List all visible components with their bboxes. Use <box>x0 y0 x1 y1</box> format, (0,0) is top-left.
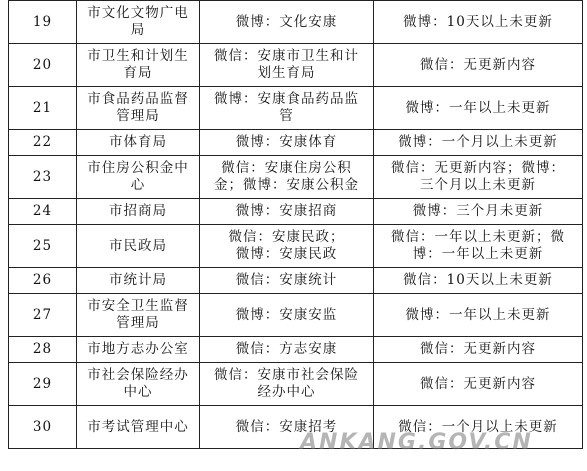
department-cell <box>77 406 200 449</box>
account-cell <box>200 406 374 449</box>
account-cell <box>200 87 374 130</box>
table-row <box>9 130 583 156</box>
status-cell <box>374 130 583 156</box>
status-cell-line: 微信：10天以上未更新 <box>403 272 553 288</box>
row-number-cell: 23 <box>9 156 77 199</box>
status-cell-line: 微信：无更新内容 <box>420 56 536 73</box>
status-cell-line: 三个月以上未更新 <box>420 177 536 193</box>
table-row <box>9 363 583 406</box>
account-cell-line: 微信：安康招考 <box>235 418 338 435</box>
department-cell-line: 市安全卫生监督 <box>87 298 189 314</box>
row-number-cell: 22 <box>9 130 77 156</box>
table-row <box>9 294 583 337</box>
account-cell-line: 金；微博：安康公积金 <box>214 177 359 193</box>
department-cell <box>77 337 200 363</box>
account-cell-line: 微信：安康市卫生和计 <box>214 48 359 64</box>
status-cell-line: 微信：无更新内容 <box>420 341 536 357</box>
status-cell-line: 微博：一年以上未更新 <box>405 99 551 116</box>
row-number-cell: 26 <box>9 268 77 294</box>
account-cell-line: 微博：文化安康 <box>235 13 338 30</box>
status-cell-line: 博：一年以上未更新 <box>412 246 544 262</box>
table-row <box>9 268 583 294</box>
row-number-cell: 19 <box>9 1 77 44</box>
account-cell <box>200 337 374 363</box>
row-number-cell: 29 <box>9 363 77 406</box>
table-row <box>9 337 583 363</box>
status-cell-line: 微信：一年以上未更新；微 <box>391 229 565 245</box>
department-cell <box>77 130 200 156</box>
account-cell-line: 微信：安康民政； <box>228 229 345 245</box>
account-cell-line: 微博：安康民政 <box>235 246 338 262</box>
status-cell <box>374 199 583 225</box>
account-cell <box>200 363 374 406</box>
report-table <box>8 0 583 449</box>
department-cell <box>77 44 200 87</box>
table-row <box>9 156 583 199</box>
department-cell-line: 管理局 <box>116 315 160 331</box>
department-cell <box>77 1 200 44</box>
department-cell-line: 管理局 <box>116 108 160 124</box>
account-cell-line: 微信：安康统计 <box>235 272 338 288</box>
status-cell <box>374 337 583 363</box>
department-cell <box>77 87 200 130</box>
department-cell <box>77 156 200 199</box>
account-cell-line: 微信：安康市社会保险 <box>214 367 359 383</box>
row-number-cell: 21 <box>9 87 77 130</box>
account-cell <box>200 268 374 294</box>
department-cell-line: 市文化文物广电 <box>87 5 189 21</box>
status-cell <box>374 44 583 87</box>
department-cell <box>77 268 200 294</box>
account-cell-line: 微博：安康安监 <box>235 306 338 323</box>
department-cell-line: 市民政局 <box>109 237 167 254</box>
account-cell <box>200 156 374 199</box>
table-row <box>9 44 583 87</box>
department-cell <box>77 363 200 406</box>
status-cell-line: 微信：一个月以上未更新 <box>398 418 558 435</box>
status-cell-line: 微博：10天以上未更新 <box>403 13 553 30</box>
account-cell-line: 经办中心 <box>257 384 316 400</box>
status-cell <box>374 225 583 268</box>
department-cell-line: 市招商局 <box>109 203 167 219</box>
account-cell-line: 微信：方志安康 <box>235 341 338 357</box>
table-row <box>9 199 583 225</box>
row-number-cell: 30 <box>9 406 77 449</box>
department-cell <box>77 294 200 337</box>
account-cell-line: 微信：安康住房公积 <box>221 160 352 176</box>
department-cell-line: 市考试管理中心 <box>87 418 189 435</box>
department-cell-line: 市食品药品监督 <box>87 91 189 107</box>
row-number-cell: 20 <box>9 44 77 87</box>
account-cell <box>200 1 374 44</box>
status-cell-line: 微博：三个月未更新 <box>412 203 544 219</box>
department-cell-line: 育局 <box>123 65 153 81</box>
row-number-cell: 24 <box>9 199 77 225</box>
account-cell <box>200 130 374 156</box>
account-cell <box>200 294 374 337</box>
department-cell-line: 市卫生和计划生 <box>87 48 189 64</box>
department-cell-line: 中心 <box>123 384 153 400</box>
status-cell <box>374 268 583 294</box>
table-row <box>9 406 583 449</box>
department-cell-line: 市地方志办公室 <box>87 341 189 357</box>
account-cell-line: 微博：安康食品药品监 <box>214 91 359 107</box>
status-cell <box>374 1 583 44</box>
site-watermark: ANKANG.GOV.CN <box>300 430 533 455</box>
status-cell-line: 微博：一个月以上未更新 <box>398 134 558 150</box>
row-number-cell: 27 <box>9 294 77 337</box>
row-number-cell: 25 <box>9 225 77 268</box>
department-cell-line: 市统计局 <box>109 272 167 288</box>
department-cell-line: 局 <box>130 22 146 38</box>
table-row <box>9 225 583 268</box>
table-row <box>9 1 583 44</box>
account-cell-line: 管 <box>279 108 294 124</box>
status-cell <box>374 406 583 449</box>
account-cell-line: 微博：安康体育 <box>235 134 338 150</box>
account-cell <box>200 199 374 225</box>
row-number-cell: 28 <box>9 337 77 363</box>
department-cell <box>77 225 200 268</box>
status-cell <box>374 156 583 199</box>
status-cell <box>374 363 583 406</box>
status-cell-line: 微信：无更新内容；微博： <box>391 160 565 176</box>
department-cell-line: 市体育局 <box>109 134 167 150</box>
table-row <box>9 87 583 130</box>
status-cell <box>374 294 583 337</box>
account-cell-line: 划生育局 <box>257 65 316 81</box>
account-cell <box>200 225 374 268</box>
department-cell <box>77 199 200 225</box>
department-cell-line: 心 <box>130 177 146 193</box>
table-body <box>9 1 583 449</box>
status-cell <box>374 87 583 130</box>
department-cell-line: 市社会保险经办 <box>87 367 189 383</box>
department-cell-line: 市住房公积金中 <box>87 160 189 176</box>
status-cell-line: 微博：一年以上未更新 <box>405 306 551 323</box>
account-cell <box>200 44 374 87</box>
account-cell-line: 微博：安康招商 <box>235 203 338 219</box>
status-cell-line: 微信：无更新内容 <box>420 375 536 392</box>
